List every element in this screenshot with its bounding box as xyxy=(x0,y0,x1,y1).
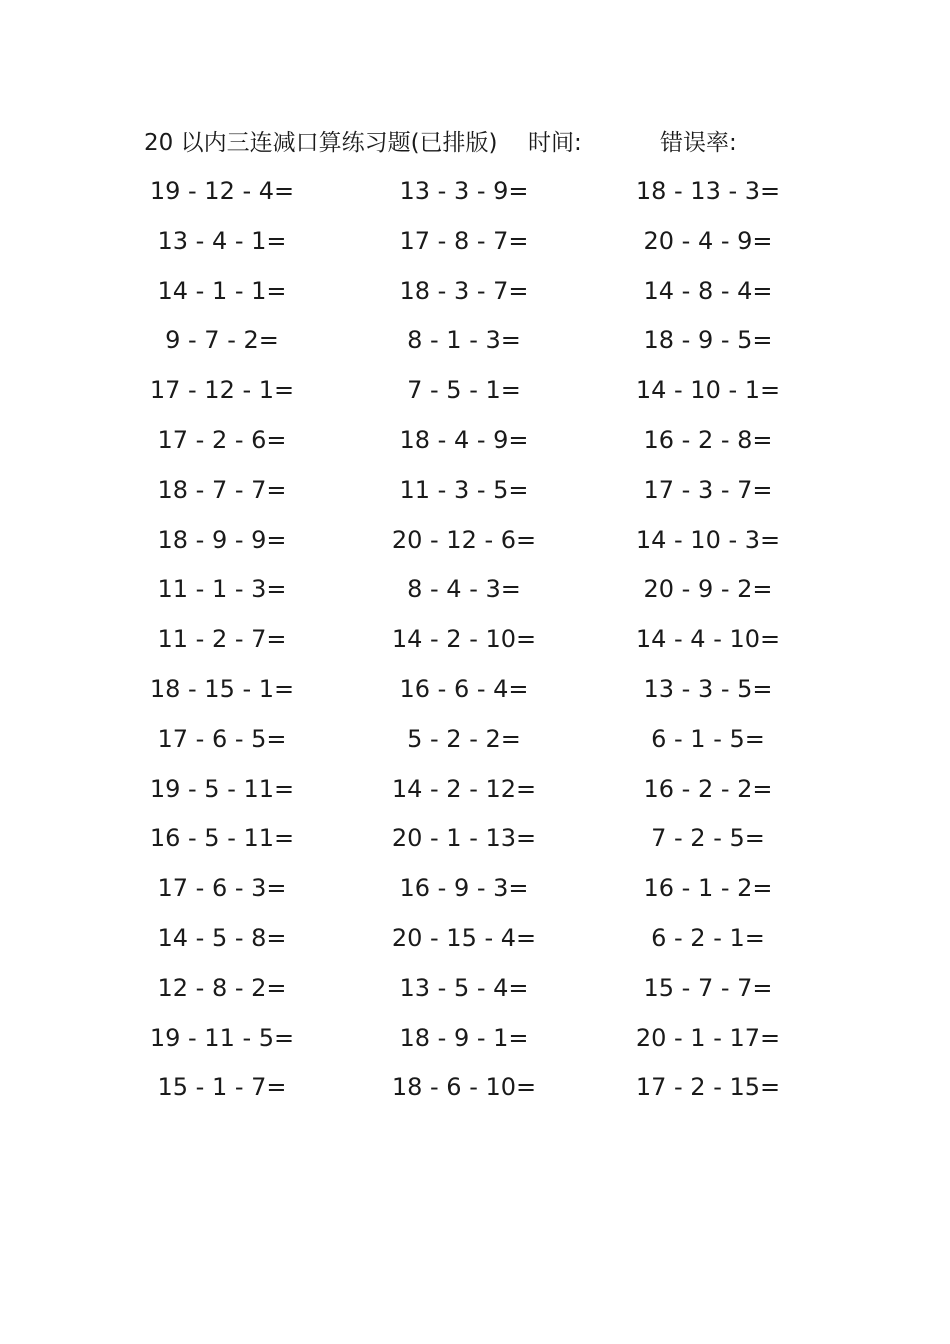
problem-cell: 6 - 2 - 1= xyxy=(651,923,765,952)
problem-cell: 17 - 8 - 7= xyxy=(399,226,529,255)
problem-cell: 18 - 9 - 9= xyxy=(157,525,287,554)
problem-cell: 9 - 7 - 2= xyxy=(165,326,279,355)
problem-cell: 13 - 3 - 9= xyxy=(399,177,529,205)
problem-cell: 13 - 3 - 5= xyxy=(643,674,773,703)
problem-cell: 6 - 1 - 5= xyxy=(651,724,765,753)
problem-cell: 17 - 6 - 5= xyxy=(157,724,287,753)
problem-row xyxy=(0,473,950,523)
problem-cell: 11 - 3 - 5= xyxy=(399,475,529,504)
problem-cell: 7 - 2 - 5= xyxy=(651,824,765,853)
problem-cell: 18 - 9 - 5= xyxy=(643,326,773,355)
problem-row xyxy=(0,423,950,473)
problem-cell: 15 - 1 - 7= xyxy=(157,1073,287,1102)
time-label: 时间: xyxy=(528,130,582,156)
error-rate-label: 错误率: xyxy=(660,130,737,156)
problem-row xyxy=(0,672,950,722)
problem-cell: 20 - 1 - 13= xyxy=(391,824,537,853)
problem-cell: 19 - 5 - 11= xyxy=(149,774,295,803)
problem-cell: 17 - 3 - 7= xyxy=(643,475,773,504)
worksheet-header xyxy=(144,126,804,160)
problem-cell: 16 - 9 - 3= xyxy=(399,874,529,903)
problem-row xyxy=(0,523,950,573)
problem-cell: 7 - 5 - 1= xyxy=(407,376,521,405)
problem-cell: 17 - 12 - 1= xyxy=(149,376,295,405)
problem-grid xyxy=(0,174,950,1120)
problem-cell: 11 - 1 - 3= xyxy=(157,575,287,604)
problem-row xyxy=(0,323,950,373)
problem-row xyxy=(0,971,950,1021)
problem-cell: 16 - 5 - 11= xyxy=(149,824,295,853)
problem-row xyxy=(0,921,950,971)
problem-cell: 18 - 7 - 7= xyxy=(157,475,287,504)
problem-cell: 16 - 6 - 4= xyxy=(399,674,529,703)
problem-cell: 14 - 2 - 12= xyxy=(391,774,537,803)
problem-cell: 14 - 5 - 8= xyxy=(157,923,287,952)
problem-row xyxy=(0,1070,950,1120)
problem-cell: 16 - 2 - 8= xyxy=(643,425,773,454)
problem-cell: 14 - 10 - 3= xyxy=(635,525,781,554)
problem-cell: 20 - 9 - 2= xyxy=(643,575,773,604)
worksheet-title: 20 以内三连减口算练习题(已排版) xyxy=(144,130,498,156)
problem-cell: 8 - 4 - 3= xyxy=(407,575,521,604)
problem-cell: 18 - 3 - 7= xyxy=(399,276,529,305)
problem-cell: 13 - 4 - 1= xyxy=(157,226,287,255)
problem-cell: 18 - 9 - 1= xyxy=(399,1023,529,1052)
problem-cell: 20 - 1 - 17= xyxy=(635,1023,781,1052)
problem-cell: 14 - 4 - 10= xyxy=(635,625,781,654)
problem-cell: 18 - 13 - 3= xyxy=(635,177,781,205)
problem-row xyxy=(0,572,950,622)
problem-row xyxy=(0,174,950,224)
problem-cell: 14 - 8 - 4= xyxy=(643,276,773,305)
problem-cell: 20 - 4 - 9= xyxy=(643,226,773,255)
problem-row xyxy=(0,772,950,822)
problem-row xyxy=(0,224,950,274)
problem-cell: 17 - 2 - 6= xyxy=(157,425,287,454)
problem-cell: 18 - 4 - 9= xyxy=(399,425,529,454)
problem-row xyxy=(0,373,950,423)
problem-cell: 15 - 7 - 7= xyxy=(643,973,773,1002)
problem-row xyxy=(0,821,950,871)
problem-cell: 11 - 2 - 7= xyxy=(157,625,287,654)
problem-cell: 17 - 6 - 3= xyxy=(157,874,287,903)
problem-cell: 18 - 15 - 1= xyxy=(149,674,295,703)
problem-cell: 16 - 1 - 2= xyxy=(643,874,773,903)
problem-cell: 14 - 2 - 10= xyxy=(391,625,537,654)
problem-cell: 20 - 15 - 4= xyxy=(391,923,537,952)
problem-cell: 14 - 1 - 1= xyxy=(157,276,287,305)
problem-cell: 18 - 6 - 10= xyxy=(391,1073,537,1102)
problem-cell: 19 - 11 - 5= xyxy=(149,1023,295,1052)
problem-cell: 12 - 8 - 2= xyxy=(157,973,287,1002)
problem-row xyxy=(0,1021,950,1071)
problem-cell: 14 - 10 - 1= xyxy=(635,376,781,405)
problem-cell: 5 - 2 - 2= xyxy=(407,724,521,753)
problem-row xyxy=(0,274,950,324)
problem-cell: 17 - 2 - 15= xyxy=(635,1073,781,1102)
problem-row xyxy=(0,871,950,921)
problem-row xyxy=(0,722,950,772)
problem-cell: 8 - 1 - 3= xyxy=(407,326,521,355)
problem-cell: 13 - 5 - 4= xyxy=(399,973,529,1002)
problem-cell: 19 - 12 - 4= xyxy=(149,177,295,205)
problem-row xyxy=(0,622,950,672)
problem-cell: 20 - 12 - 6= xyxy=(391,525,537,554)
problem-cell: 16 - 2 - 2= xyxy=(643,774,773,803)
